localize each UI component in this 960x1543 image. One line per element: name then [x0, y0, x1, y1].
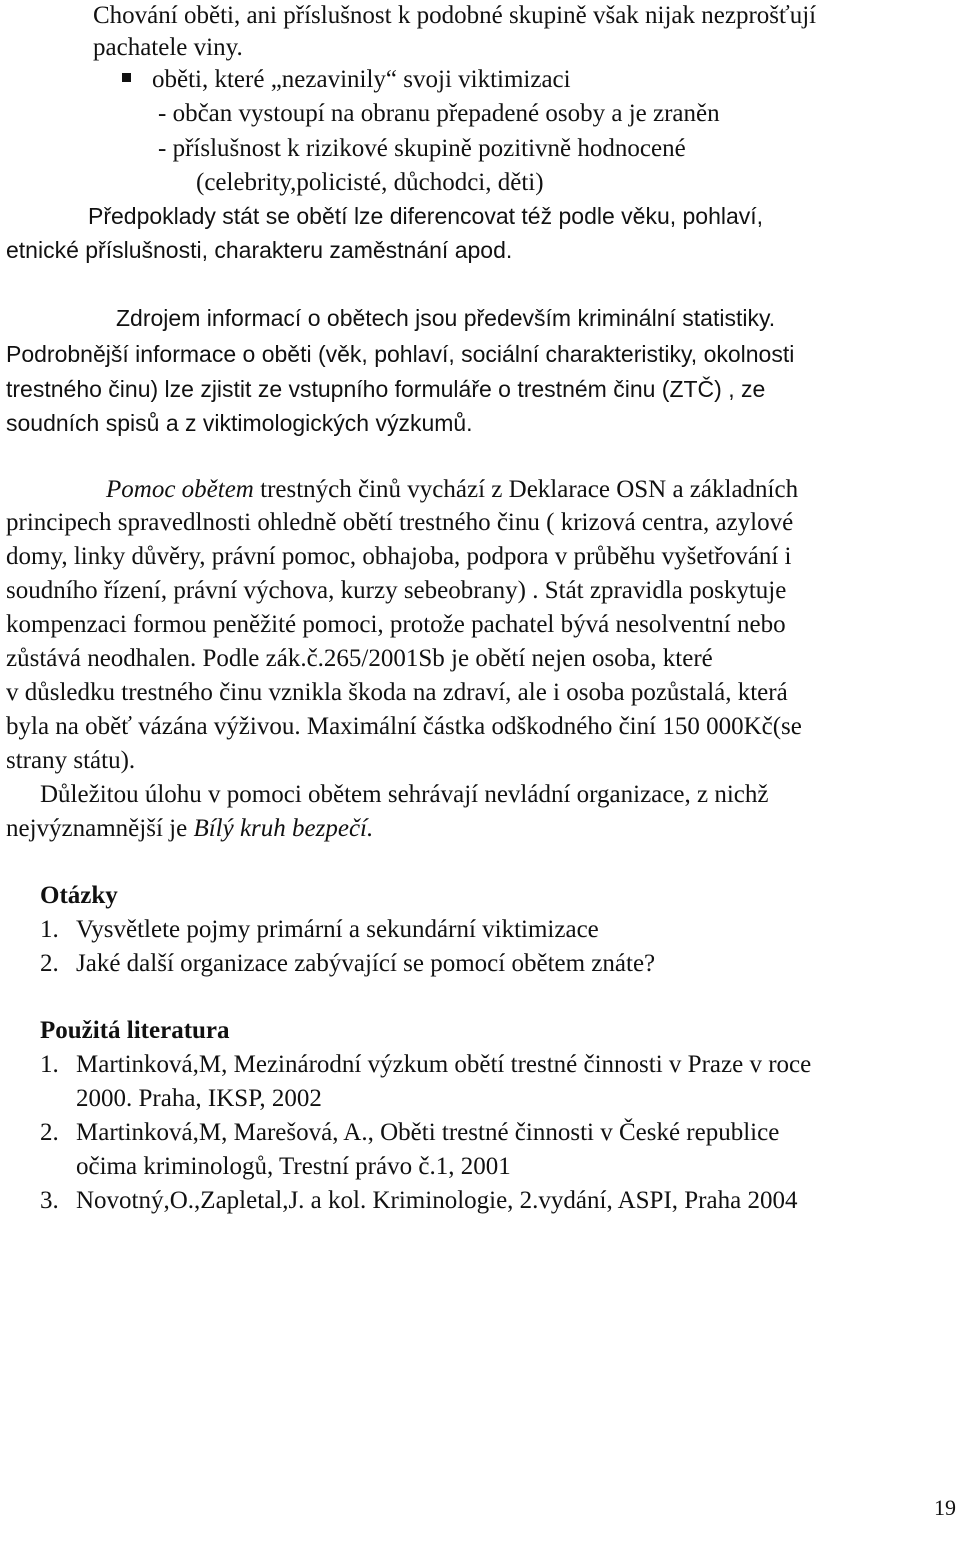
text-line: trestného činu) lze zjistit ze vstupního formuláře o trestném činu (ZTČ) , ze: [6, 376, 766, 402]
text-line: Podrobnější informace o oběti (věk, pohlaví, sociální charakteristiky, okolnosti: [6, 341, 795, 367]
reference-item-continuation: 2000. Praha, IKSP, 2002: [76, 1085, 322, 1112]
emphasis-text: Bílý kruh bezpečí.: [193, 815, 374, 842]
list-number: 3.: [40, 1187, 59, 1214]
text-line: etnické příslušnosti, charakteru zaměstnání apod.: [6, 237, 513, 263]
text-line: Důležitou úlohu v pomoci obětem sehrávají nevládní organizace, z nichž: [40, 781, 769, 808]
text-line: principech spravedlnosti ohledně obětí trestného činu ( krizová centra, azylové: [6, 509, 794, 536]
text-line: strany státu).: [6, 747, 136, 774]
reference-item: Novotný,O.,Zapletal,J. a kol. Kriminologie, 2.vydání, ASPI, Praha 2004: [76, 1187, 798, 1214]
page-number: 19: [934, 1495, 956, 1520]
dash-item-continuation: (celebrity,policisté, důchodci, děti): [196, 169, 544, 196]
section-heading: Použitá literatura: [40, 1017, 230, 1044]
bullet-item: oběti, které „nezavinily“ svoji viktimizaci: [152, 66, 571, 93]
text-line: Chování oběti, ani příslušnost k podobné skupině však nijak nezprošťují: [93, 2, 817, 29]
list-number: 1.: [40, 916, 59, 943]
list-number: 1.: [40, 1051, 59, 1078]
list-item: Jaké další organizace zabývající se pomocí obětem znáte?: [76, 950, 656, 977]
section-heading: Otázky: [40, 882, 118, 909]
text-line: byla na oběť vázána výživou. Maximální částka odškodného činí 150 000Kč(se: [6, 713, 802, 740]
text-line: [106, 474, 798, 506]
reference-item: Martinková,M, Mezinárodní výzkum obětí trestné činnosti v Praze v roce: [76, 1051, 812, 1078]
list-number: 2.: [40, 950, 59, 977]
text-span: trestných činů vychází z Deklarace OSN a základních: [253, 476, 799, 503]
text-line: zůstává neodhalen. Podle zák.č.265/2001Sb je obětí nejen osoba, které: [6, 645, 713, 672]
text-span: nejvýznamnější je: [6, 815, 194, 842]
list-number: 2.: [40, 1119, 59, 1146]
dash-item: - příslušnost k rizikové skupině pozitivně hodnocené: [158, 135, 686, 162]
text-line: pachatele viny.: [93, 34, 243, 61]
text-line: domy, linky důvěry, právní pomoc, obhajoba, podpora v průběhu vyšetřování i: [6, 543, 792, 570]
square-bullet-icon: [122, 73, 131, 82]
reference-item-continuation: očima kriminologů, Trestní právo č.1, 2001: [76, 1153, 511, 1180]
text-line: soudního řízení, právní výchova, kurzy sebeobrany) . Stát zpravidla poskytuje: [6, 577, 787, 604]
emphasis-text: Pomoc obětem: [106, 476, 254, 503]
text-line: [6, 813, 373, 845]
reference-item: Martinková,M, Marešová, A., Oběti trestné činnosti v České republice: [76, 1119, 780, 1146]
text-line: kompenzaci formou peněžité pomoci, protože pachatel bývá nesolventní nebo: [6, 611, 786, 638]
text-line: Předpoklady stát se obětí lze diferencovat též podle věku, pohlaví,: [88, 203, 764, 229]
text-line: v důsledku trestného činu vznikla škoda na zdraví, ale i osoba pozůstalá, která: [6, 679, 788, 706]
text-line: Zdrojem informací o obětech jsou především kriminální statistiky.: [116, 305, 776, 331]
list-item: Vysvětlete pojmy primární a sekundární viktimizace: [76, 916, 599, 943]
dash-item: - občan vystoupí na obranu přepadené osoby a je zraněn: [158, 100, 720, 127]
text-line: soudních spisů a z viktimologických výzkumů.: [6, 410, 473, 436]
